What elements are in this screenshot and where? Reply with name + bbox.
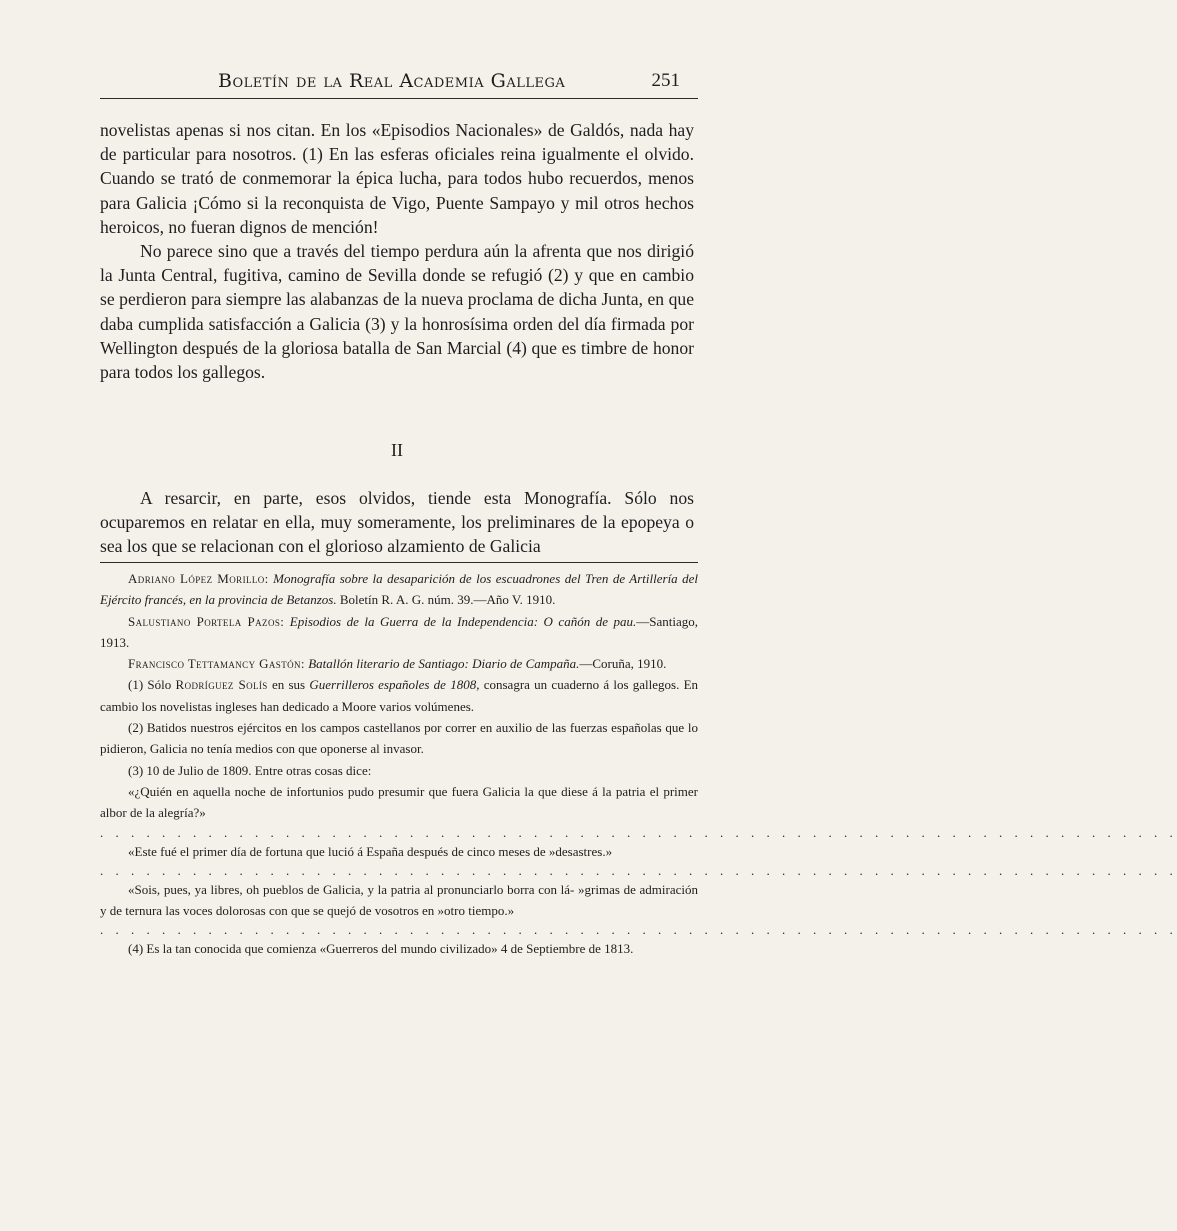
paragraph-afrenta: No parece sino que a través del tiempo perdura aún la afrenta que nos dirigió la Junta Central, fugitiva, camino de Sevilla donde se refugió (2) y que en cambio se perdieron para siempre las alabanzas de la nueva proclama de dicha Junta, en que daba cumplida satisfacción a Galicia (3) y la honrosísima orden del día firmada por Wellington después de la gloriosa batalla de San Marcial (4) que es timbre de honor para todos los gallegos.	[100, 241, 694, 383]
reference-lopez-morillo	[100, 568, 698, 611]
reference-tettamancy	[100, 653, 698, 674]
quote-3: «Sois, pues, ya libres, oh pueblos de Galicia, y la patria al pronunciarlo borra con lá- »grimas de admiración y de ternura las voces dolorosas con que se quejó de vosotros en »otro tiempo.»	[100, 881, 698, 919]
paragraph-resarcir: A resarcir, en parte, esos olvidos, tiende esta Monografía. Sólo nos ocuparemos en relatar en ella, muy someramente, los preliminares de la epopeya o sea los que se relacionan con el glorioso alzamiento de Galicia	[100, 488, 694, 557]
running-header	[100, 66, 698, 99]
footnote-2: (2) Batidos nuestros ejércitos en los campos castellanos por correr en auxilio de las fuerzas españolas que lo pidieron, Galicia no tenía medios con que oponerse al invasor.	[100, 720, 698, 757]
ref-author: Salustiano Portela Pazos:	[128, 613, 285, 629]
quote-2: «Este fué el primer día de fortuna que lució á España después de cinco meses de »desastres.»	[128, 843, 613, 859]
footnote-1	[100, 674, 698, 717]
ref-title: Monografía sobre la desaparición de los escuadrones del Tren de Artillería del Ejército francés, en la provincia de Betanzos.	[100, 571, 699, 608]
ref-author: Adriano López Morillo:	[128, 571, 269, 586]
page-number: 251	[651, 70, 680, 91]
footnote-author: Rodríguez Solís	[175, 677, 268, 693]
journal-title: Boletín de la Real Academia Gallega	[218, 70, 566, 92]
paragraph-novelistas: novelistas apenas si nos citan. En los «Episodios Nacionales» de Galdós, nada hay de particular para nosotros. (1) En las esferas oficiales reina igualmente el olvido. Cuando se trató de conmemorar la épica lucha, para todos hubo recuerdos, menos para Galicia ¡Cómo si la reconquista de Vigo, Puente Sampayo y mil otros hechos heroicos, no fueran dignos de mención!	[100, 120, 694, 237]
ref-details: —Coruña, 1910.	[579, 656, 667, 672]
ellipsis-row: . . . . . . . . . . . . . . . . . . . . . . . . . . . . . . . . . . . . . . . . . . . . . . . . . . . . . . . . . . . . . . . . . . . . . .	[100, 862, 1177, 878]
ellipsis-row: . . . . . . . . . . . . . . . . . . . . . . . . . . . . . . . . . . . . . . . . . . . . . . . . . . . . . . . . . . . . . . . . . . . . . .	[100, 922, 1177, 938]
ref-details: —Santiago, 1913.	[100, 613, 698, 650]
section-numeral: II	[391, 440, 403, 460]
reference-portela-pazos	[100, 611, 698, 654]
footnote-text: en sus	[271, 677, 306, 693]
footnotes	[100, 568, 1177, 960]
footnote-4: (4) Es la tan conocida que comienza «Guerreros del mundo civilizado» 4 de Septiembre de 1813.	[128, 941, 634, 957]
footnote-text: (1) Sólo	[128, 677, 172, 693]
footnote-text: consagra un cuaderno á los gallegos. En cambio los novelistas ingleses han dedicado a Moore varios volúmenes.	[100, 677, 699, 714]
ref-details: Boletín R. A. G. núm. 39.—Año V. 1910.	[339, 592, 556, 608]
section-text	[100, 486, 694, 559]
footnote-rule	[100, 562, 698, 563]
ref-title: Episodios de la Guerra de la Independencia: O cañón de pau.	[289, 613, 637, 629]
ref-author: Francisco Tettamancy Gastón:	[128, 656, 305, 672]
footnote-3: (3) 10 de Julio de 1809. Entre otras cosas dice:	[128, 762, 372, 778]
main-text	[100, 118, 694, 384]
footnote-title: Guerrilleros españoles de 1808,	[309, 677, 480, 693]
ellipsis-row: . . . . . . . . . . . . . . . . . . . . . . . . . . . . . . . . . . . . . . . . . . . . . . . . . . . . . . . . . . . . . . . . . . . . . .	[100, 824, 1177, 840]
ref-title: Batallón literario de Santiago: Diario de Campaña.	[308, 656, 580, 672]
quote-1: «¿Quién en aquella noche de infortunios pudo presumir que fuera Galicia la que diese á la patria el primer albor de la alegría?»	[100, 783, 698, 821]
